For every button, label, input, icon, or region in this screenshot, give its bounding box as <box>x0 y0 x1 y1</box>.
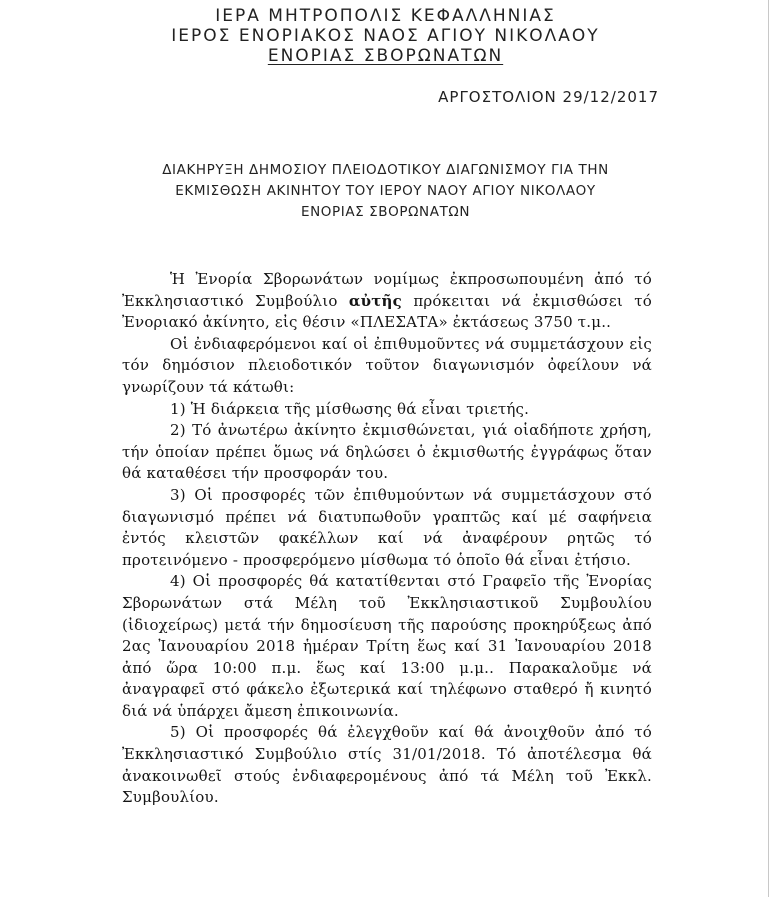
document-title <box>0 160 771 223</box>
document-title-line-2: ΕΚΜΙΣΘΩΣΗ ΑΚΙΝΗΤΟΥ ΤΟΥ ΙΕΡΟΥ ΝΑΟΥ ΑΓΙΟΥ ΝΙΚΟΛΑΟΥ <box>175 183 596 199</box>
term-item-1: 1) Ἡ διάρκεια τῆς μίσθωσης θά εἶναι τριετής. <box>170 399 530 418</box>
requirements-paragraph: Οἱ ἐνδιαφερόμενοι καί οἱ ἐπιθυμοῦντες νά συμμετάσχουν εἰς τόν δημόσιον πλειοδοτικόν τοῦτον διαγωνισμόν ὀφείλουν νά γνωρίζουν τά κάτωθι: <box>122 334 652 396</box>
place-date: ΑΡΓΟΣΤΟΛΙΟΝ 29/12/2017 <box>438 88 659 106</box>
document-body <box>122 269 652 809</box>
intro-paragraph <box>122 269 652 334</box>
page-edge <box>768 0 769 897</box>
term-item-5: 5) Οἱ προσφορές θά ἐλεγχθοῦν καί θά ἀνοιχθοῦν ἀπό τό Ἐκκλησιαστικό Συμβούλιο στίς 31/01/2018. Τό ἀποτέλεσμα θά ἀνακοινωθεῖ στούς ἐνδιαφερομένους ἀπό τά Μέλη τοῦ Ἐκκλ. Συμβουλίου. <box>122 723 652 807</box>
letterhead <box>0 6 771 66</box>
intro-text-start: Ἡ Ἐνορία Σβορωνάτων νομίμως ἐκπροσωπουμένη ἀπό τό Ἐκκλησιαστικό Συμβούλιο <box>122 270 652 310</box>
term-item-2: 2) Τό ἀνωτέρω ἀκίνητο ἐκμισθώνεται, γιά οἱαδήποτε χρήση, τήν ὁποίαν πρέπει ὅμως νά δηλώσει ὁ ἐκμισθωτής ἐγγράφως ὅταν θά καταθέσει τήν προσφοράν του. <box>122 421 652 483</box>
letterhead-metropolis: ΙΕΡΑ ΜΗΤΡΟΠΟΛΙΣ ΚΕΦΑΛΛΗΝΙΑΣ <box>215 6 556 26</box>
document-title-line-3: ΕΝΟΡΙΑΣ ΣΒΟΡΩΝΑΤΩΝ <box>300 204 471 220</box>
intro-text-bold: αὐτῆς <box>348 291 402 310</box>
letterhead-church: ΙΕΡΟΣ ΕΝΟΡΙΑΚΟΣ ΝΑΟΣ ΑΓΙΟΥ ΝΙΚΟΛΑΟΥ <box>171 26 600 46</box>
letterhead-parish: ΕΝΟΡΙΑΣ ΣΒΟΡΩΝΑΤΩΝ <box>267 46 504 66</box>
intro-text-end: πρόκειται νά ἐκμισθώσει τό Ἐνοριακό ἀκίνητο, εἰς θέσιν «ΠΛΕΣΑΤΑ» ἐκτάσεως 3750 τ.μ.. <box>122 291 652 332</box>
term-item-4: 4) Οἱ προσφορές θά κατατίθενται στό Γραφεῖο τῆς Ἐνορίας Σβορωνάτων στά Μέλη τοῦ Ἐκκλησιαστικοῦ Συμβουλίου (ἰδιοχείρως) μετά τήν δημοσίευση τῆς παρούσης προκηρύξεως ἀπό 2ας Ἰανουαρίου 2018 ἡμέραν Τρίτη ἕως καί 31 Ἰανουαρίου 2018 ἀπό ὥρα 10:00 π.μ. ἕως καί 13:00 μ.μ.. Παρακαλοῦμε νά ἀναγραφεῖ στό φάκελο ἐξωτερικά καί τηλέφωνο σταθερό ἤ κινητό διά νά ὑπάρχει ἄμεση ἐπικοινωνία. <box>122 572 652 720</box>
document-title-line-1: ΔΙΑΚΗΡΥΞΗ ΔΗΜΟΣΙΟΥ ΠΛΕΙΟΔΟΤΙΚΟΥ ΔΙΑΓΩΝΙΣΜΟΥ ΓΙΑ ΤΗΝ <box>162 162 609 178</box>
term-item-3: 3) Οἱ προσφορές τῶν ἐπιθυμούντων νά συμμετάσχουν στό διαγωνισμό πρέπει νά διατυπωθοῦν γραπτῶς καί μέ σαφήνεια ἐντός κλειστῶν φακέλλων καί νά ἀναφέρουν ρητῶς τό προτεινόμενο - προσφερόμενο μίσθωμα τό ὁποῖο θά εἶναι ἐτήσιο. <box>122 485 652 569</box>
